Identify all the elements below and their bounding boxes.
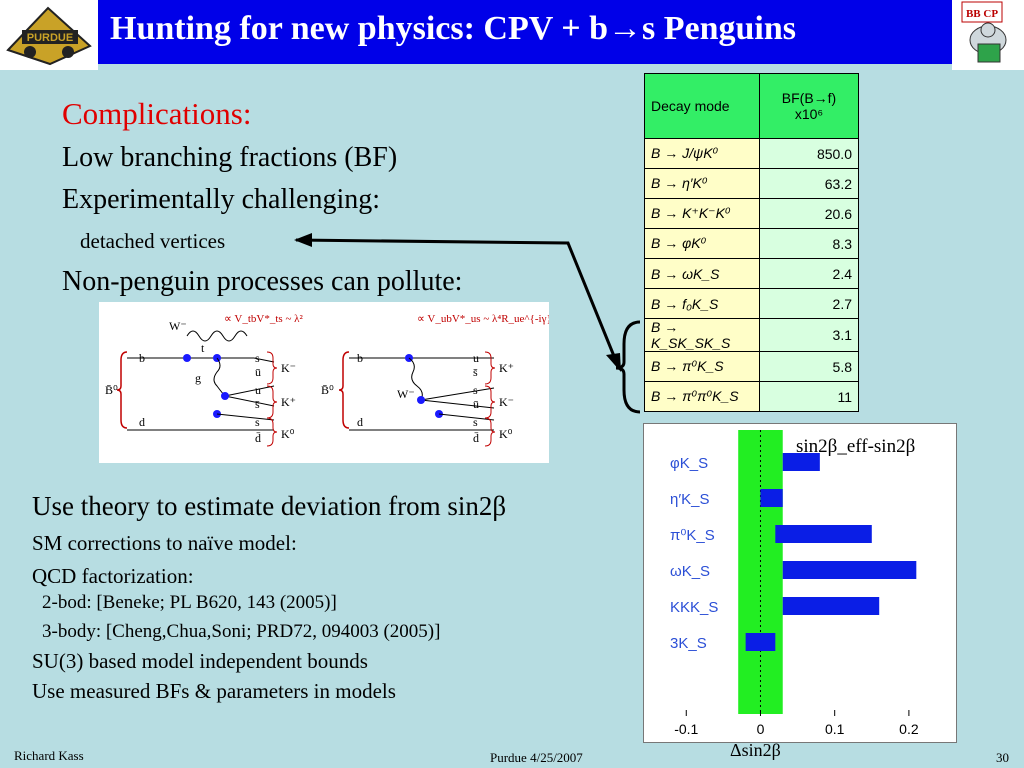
bar-5 <box>746 633 776 651</box>
decay-mode-cell: B → K_SK_SK_S <box>645 319 760 352</box>
quark-label: u <box>255 383 261 397</box>
slide-title: Hunting for new physics: CPV + b→s Penguins <box>110 10 796 47</box>
b0-label: B̄⁰ <box>105 383 118 397</box>
quark-label: s̄ <box>255 397 260 411</box>
decay-mode-cell: B → η′K⁰ <box>645 169 760 199</box>
quark-label: d̄ <box>255 431 261 445</box>
d-quark-label: d <box>357 415 363 429</box>
decay-mode-cell: B → f₀K_S <box>645 289 760 319</box>
text-line: Experimentally challenging: <box>62 184 381 215</box>
bar-3 <box>783 561 917 579</box>
x-tick-label: 0.1 <box>824 721 845 737</box>
x-tick-label: 0 <box>756 721 765 737</box>
meson-label: K⁰ <box>499 427 513 441</box>
branching-fraction-table <box>644 73 859 412</box>
text-line: Low branching fractions (BF) <box>62 142 398 173</box>
quark-label: s <box>473 383 478 397</box>
penguin-diagram <box>105 313 303 446</box>
column-header-decay-mode: Decay mode <box>645 74 760 139</box>
category-label: φK_S <box>670 455 709 472</box>
text-line: Use measured BFs & parameters in models <box>32 679 396 703</box>
meson-label: K⁺ <box>499 361 514 375</box>
bf-header-line1: BF(B→f) <box>781 90 837 106</box>
footer-date: Purdue 4/25/2007 <box>490 750 583 765</box>
plot-title: sin2β_eff-sin2β <box>796 436 916 457</box>
quark-label: ū <box>473 397 479 411</box>
quark-label: u <box>473 351 479 365</box>
meson-label: K⁻ <box>499 395 514 409</box>
text-line: SM corrections to naïve model: <box>32 531 297 555</box>
right-formula: ∝ V_ubV*_us ~ λ⁴R_ue^{-iγ} <box>417 313 549 325</box>
table-row <box>645 289 859 319</box>
w-label: W⁻ <box>169 319 187 333</box>
table-row <box>645 169 859 199</box>
category-label: 3K_S <box>670 635 707 652</box>
table-row <box>645 199 859 229</box>
bf-header-line2: x10⁶ <box>794 106 824 122</box>
quark-label: s̄ <box>473 365 478 379</box>
footer-author: Richard Kass <box>14 748 84 763</box>
left-formula: ∝ V_tbV*_ts ~ λ² <box>224 313 303 325</box>
detached-vertices-text: detached vertices <box>80 229 226 253</box>
bar-2 <box>775 525 871 543</box>
decay-mode-cell: B → φK⁰ <box>645 229 760 259</box>
tree-diagram <box>321 313 549 446</box>
quark-label: d̄ <box>473 431 479 445</box>
table-row <box>645 352 859 382</box>
text-line: Use theory to estimate deviation from sin2β <box>32 491 507 521</box>
text-line: QCD factorization: <box>32 564 194 588</box>
text-line: 3-body: [Cheng,Chua,Soni; PRD72, 094003 (2005)] <box>42 621 441 642</box>
bar-1 <box>760 489 782 507</box>
column-header-bf <box>760 74 859 139</box>
quark-label: s <box>473 415 478 429</box>
category-label: π⁰K_S <box>670 527 715 544</box>
quark-label: s <box>255 351 260 365</box>
feynman-diagrams <box>99 302 549 463</box>
bf-value-cell: 8.3 <box>760 229 859 259</box>
decay-mode-cell: B → J/ψK⁰ <box>645 139 760 169</box>
table-row <box>645 382 859 412</box>
g-label: g <box>195 371 201 385</box>
bf-value-cell: 11 <box>760 382 859 412</box>
deviation-plot <box>643 423 957 743</box>
category-label: η′K_S <box>670 491 710 508</box>
meson-label: K⁰ <box>281 427 295 441</box>
meson-label: K⁻ <box>281 361 296 375</box>
bf-value-cell: 850.0 <box>760 139 859 169</box>
table-header-row <box>645 74 859 139</box>
page-number: 30 <box>996 750 1009 765</box>
meson-label: K⁺ <box>281 395 296 409</box>
decay-mode-cell: B → K⁺K⁻K⁰ <box>645 199 760 229</box>
decay-mode-cell: B → π⁰K_S <box>645 352 760 382</box>
bf-value-cell: 63.2 <box>760 169 859 199</box>
b-quark-label: b <box>139 351 145 365</box>
x-axis-label: Δsin2β <box>730 740 781 760</box>
w-label: W⁻ <box>397 387 415 401</box>
category-label: KKK_S <box>670 599 719 616</box>
complications-heading: Complications: <box>62 96 252 131</box>
b-quark-label: b <box>357 351 363 365</box>
table-row <box>645 259 859 289</box>
quark-label: ū <box>255 365 261 379</box>
x-tick-label: -0.1 <box>674 721 699 737</box>
decay-mode-cell: B → ωK_S <box>645 259 760 289</box>
text-line: Non-penguin processes can pollute: <box>62 266 463 297</box>
table-row <box>645 229 859 259</box>
table-row <box>645 139 859 169</box>
text-line: SU(3) based model independent bounds <box>32 649 368 673</box>
category-label: ωK_S <box>670 563 711 580</box>
table-row <box>645 319 859 352</box>
bf-value-cell: 20.6 <box>760 199 859 229</box>
decay-mode-cell: B → π⁰π⁰K_S <box>645 382 760 412</box>
t-label: t <box>201 341 205 355</box>
b0-label: B̄⁰ <box>321 383 334 397</box>
text-line: 2-bod: [Beneke; PL B620, 143 (2005)] <box>42 592 337 613</box>
svg-text:BB CP: BB CP <box>965 8 999 20</box>
bf-value-cell: 5.8 <box>760 352 859 382</box>
quark-label: s <box>255 415 260 429</box>
x-tick-label: 0.2 <box>899 721 919 737</box>
bf-value-cell: 2.4 <box>760 259 859 289</box>
d-quark-label: d <box>139 415 145 429</box>
bar-4 <box>783 597 879 615</box>
bf-value-cell: 2.7 <box>760 289 859 319</box>
svg-text:PURDUE: PURDUE <box>26 32 74 44</box>
bf-value-cell: 3.1 <box>760 319 859 352</box>
